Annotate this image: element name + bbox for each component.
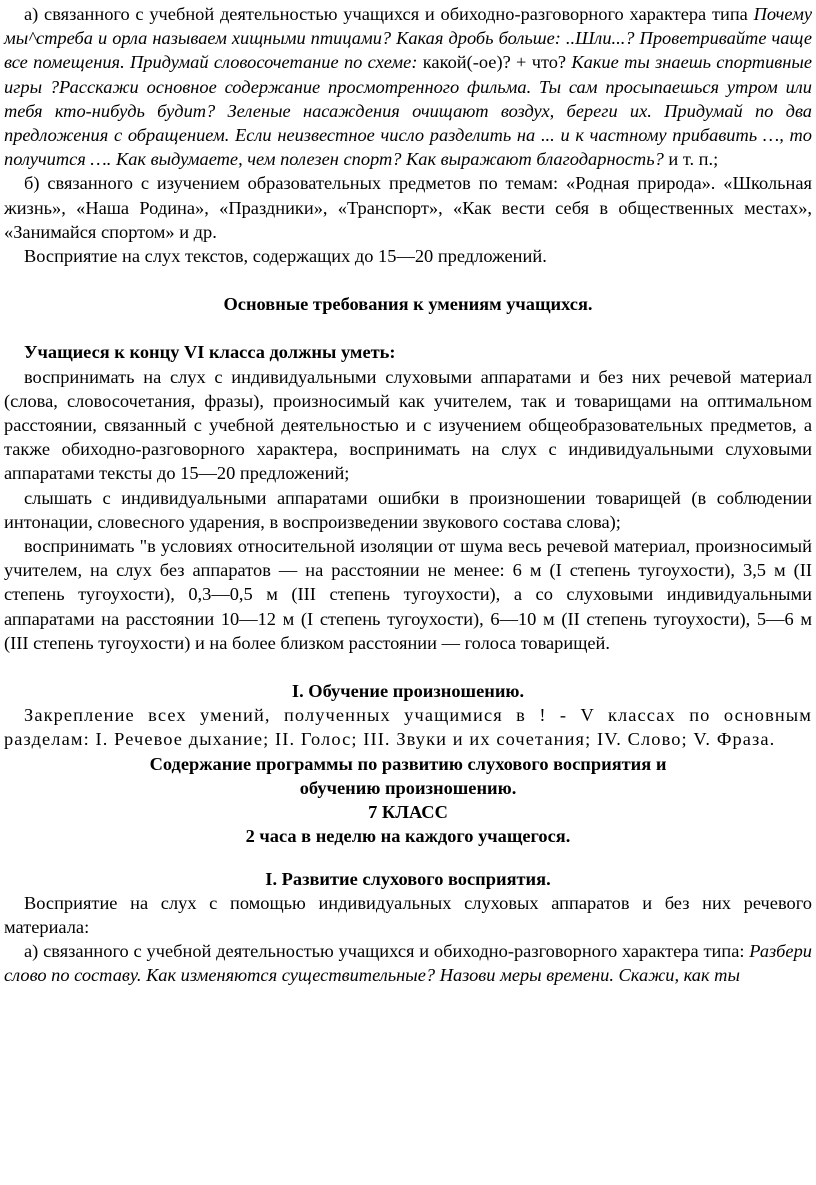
paragraph-a-everyday: [4, 2, 812, 171]
paragraph-a-end: и т. п.;: [663, 149, 719, 170]
paragraph-a2-intro: а) связанного с учебной деятельностью учащихся и обиходно-разговорного характера типа:: [24, 941, 750, 962]
pronunciation-heading: I. Обучение произношению.: [291, 681, 525, 702]
paragraph-b-subjects: б) связанного с изучением образовательных предметов по темам: «Родная природа». «Школьная жизнь», «Наша Родина», «Праздники», «Транспорт», «Как вести себя в общественных местах», «Занимайся спортом» и др.: [4, 173, 812, 242]
pronunciation-text: Закрепление всех умений, полученных учащимися в ! - V классах по основным разделам: I. Речевое дыхание; II. Голос; III. Звуки и их сочетания; IV. Слово; V. Фраза.: [4, 705, 812, 750]
paragraph-a-examples-2: Какие ты знаешь спортивные игры ?Расскажи основное содержание просмотренного фильма. Ты сам просыпаешься утром или тебя кто-нибудь будит? Зеленые насаждения очищают воздух, береги их. Придумай по два предложения с обращением. Если неизвестное число разделить на ... и к частному прибавить …, то получится …. Как выдумаете, чем полезен спорт? Как выражают благодарность?: [4, 52, 813, 170]
requirements-subheading: Учащиеся к концу VI класса должны уметь:: [24, 342, 396, 363]
requirement-item: воспринимать "в условиях относительной изоляции от шума весь речевой материал, произносимый учителем, на слух без аппаратов — на расстоянии не менее: 6 м (I степень тугоухости), 3,5 м (II степень тугоухости), 0,3—0,5 м (III степень тугоухости), а со слуховыми индивидуальными аппаратами на расстоянии 10—12 м (I степень тугоухости), 6—10 м (II степень тугоухости), 5—6 м (III степень тугоухости) и на более близком расстоянии — голоса товарищей.: [4, 536, 812, 653]
paragraph-a-intro: а) связанного с учебной деятельностью учащихся и обиходно-разговорного характера типа: [24, 4, 754, 24]
paragraph-a2-examples: Разбери слово по составу. Как изменяются существительные? Назови меры времени. Скажи, как ты: [4, 941, 812, 986]
requirement-item: воспринимать на слух с индивидуальными слуховыми аппаратами и без них речевой материал (слова, словосочетания, фразы), произносимый как учителем, так и товарищами на оптимальном расстоянии, связанный с учебной деятельностью и с изучением общеобразовательных предметов, а также обиходно-разговорного характера, воспринимать на слух с индивидуальными слуховыми аппаратами тексты до 15—20 предложений;: [4, 366, 812, 484]
paragraph-a-scheme: какой(-ое)? + что?: [417, 52, 572, 73]
perception-development-text: Восприятие на слух с помощью индивидуальных слуховых аппаратов и без них речевого материала:: [4, 892, 812, 937]
paragraph-a-examples-1: Почему мы^стреба и орла называем хищными птицами? Какая дробь больше: ..Шли...? Проветривайте чаще все помещения. Придумай словосочетание по схеме:: [4, 4, 812, 73]
program-title-line-2: обучению произношению.: [299, 777, 517, 798]
requirements-heading: Основные требования к умениям учащихся.: [223, 294, 593, 315]
perception-development-heading: I. Развитие слухового восприятия.: [265, 868, 551, 889]
program-title-line-1: Содержание программы по развитию слухового восприятия и: [149, 753, 667, 774]
paragraph-a2-everyday: [4, 939, 812, 987]
paragraph-perception-texts: Восприятие на слух текстов, содержащих до 15—20 предложений.: [24, 246, 547, 267]
hours-per-week: 2 часа в неделю на каждого учащегося.: [245, 826, 571, 847]
grade-title: 7 КЛАСС: [368, 802, 448, 823]
requirement-item: слышать с индивидуальными аппаратами ошибки в произношении товарищей (в соблюдении интонации, словесного ударения, в воспроизведении звукового состава слова);: [4, 487, 812, 532]
